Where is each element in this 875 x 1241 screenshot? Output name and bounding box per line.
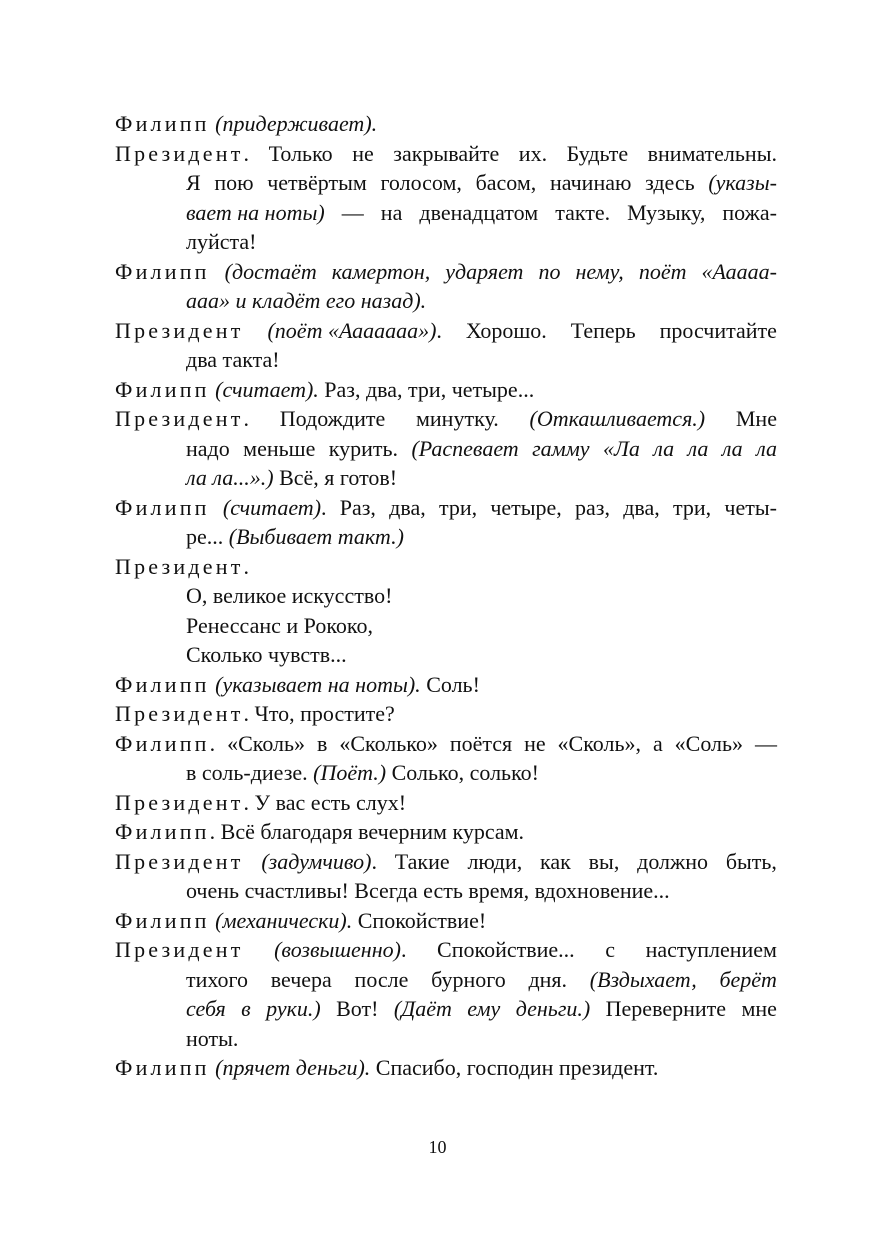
stage-direction: ааа» и кладёт его назад). (186, 288, 427, 313)
stage-direction: (Выбивает такт.) (228, 524, 404, 549)
dialogue-line: Филипп (считает). Раз, два, три, четыре, раз, два, три, четы- (115, 493, 777, 523)
stage-direction: (прячет деньги). (215, 1055, 371, 1080)
stage-direction: (Поёт.) (313, 760, 387, 785)
speaker-name: Филипп (115, 376, 210, 402)
dialogue-line: луйста! (186, 229, 257, 254)
stage-direction: (считает). (215, 376, 319, 402)
dialogue-line: Президент. Что, простите? (115, 701, 395, 726)
stage-direction: (поёт «Ааааааа») (267, 317, 437, 343)
speaker-name: Филипп (115, 671, 210, 697)
dialogue-line: Филипп (считает). Раз, два, три, четыре... (115, 376, 535, 402)
dialogue-line: ноты. (186, 1025, 239, 1051)
speaker-name: Филипп (115, 1055, 210, 1080)
dialogue-line: Президент. (115, 553, 250, 579)
speaker-name: Филипп (115, 819, 210, 844)
speaker-name: Филипп (115, 730, 210, 756)
dialogue-line: Президент. Подождите минутку. (Откашливается.) Мне (115, 406, 777, 431)
speaker-name: Филипп (115, 258, 210, 284)
dialogue-line (115, 286, 777, 316)
speaker-name: Президент (115, 937, 244, 962)
dialogue-line: очень счастливы! Всегда есть время, вдохновение... (186, 878, 670, 903)
dialogue-line: тихого вечера после бурного дня. (Вздыхает, берёт (186, 966, 777, 992)
stage-direction: (механически). (215, 907, 353, 933)
dialogue-line: Президент (поёт «Ааааааа»). Хорошо. Теперь просчитайте (115, 316, 777, 346)
stage-direction: ла ла...».) (186, 465, 274, 490)
dialogue-line: Я пою четвёртым голосом, басом, начинаю здесь (указы- (186, 170, 777, 195)
dialogue-line: Филипп (достаёт камертон, ударяет по нему, поёт «Ааааа- (115, 257, 777, 287)
dialogue-line: Филипп (прячет деньги). Спасибо, господин президент. (115, 1055, 659, 1080)
page-number: 10 (428, 1137, 447, 1157)
speaker-name: Президент (115, 140, 244, 166)
stage-direction: вает на ноты) (186, 199, 325, 225)
dialogue-line: себя в руки.) Вот! (Даёт ему деньги.) Переверните мне (186, 996, 777, 1021)
dialogue-line: в соль-диезе. (Поёт.) Солько, солько! (186, 760, 539, 785)
speaker-name: Президент (115, 406, 244, 431)
stage-direction: (придерживает). (215, 111, 378, 136)
dialogue-line: вает на ноты) — на двенадцатом такте. Музыку, пожа- (186, 199, 777, 225)
dialogue-line: Филипп (указывает на ноты). Соль! (115, 671, 480, 697)
dialogue-line: ре... (Выбивает такт.) (186, 524, 404, 549)
dialogue-line: два такта! (186, 347, 280, 372)
stage-direction: (возвышенно) (274, 937, 401, 962)
dialogue-line: Президент (задумчиво). Такие люди, как вы, должно быть, (115, 847, 777, 877)
speaker-name: Филипп (115, 494, 210, 520)
stage-direction: (указывает на ноты). (215, 671, 421, 697)
speaker-name: Президент (115, 317, 244, 343)
dialogue-line: Филипп. «Сколь» в «Сколько» поётся не «Сколь», а «Соль» — (115, 730, 777, 756)
dialogue-line: Президент (возвышенно). Спокойствие... с наступлением (115, 935, 777, 965)
dialogue-line: Президент. У вас есть слух! (115, 789, 407, 815)
speaker-name: Президент (115, 553, 244, 579)
speaker-name: Президент (115, 848, 244, 874)
speaker-name: Филипп (115, 111, 210, 136)
stage-direction: (указы- (708, 170, 777, 195)
stage-direction: (считает) (222, 494, 322, 520)
stage-direction: (Откашливается.) (529, 406, 706, 431)
speaker-name: Филипп (115, 907, 210, 933)
verse-line: О, великое искусство! (186, 583, 393, 608)
verse-line: Ренессанс и Рококо, (186, 612, 373, 638)
dialogue-line: ла ла...».) Всё, я готов! (186, 465, 398, 490)
dialogue-line: Филипп (механически). Спокойствие! (115, 907, 487, 933)
speaker-name: Президент (115, 789, 244, 815)
dialogue-line: Филипп. Всё благодаря вечерним курсам. (115, 819, 525, 844)
script-page (115, 109, 777, 1083)
verse-line: Сколько чувств... (186, 642, 347, 667)
dialogue-line: Президент. Только не закрывайте их. Будьте внимательны. (115, 140, 777, 166)
stage-direction: (задумчиво) (261, 848, 372, 874)
dialogue-line: надо меньше курить. (Распевает гамму «Ла ла ла ла ла (186, 435, 777, 461)
dialogue-line (115, 109, 777, 139)
speaker-name: Президент (115, 701, 244, 726)
